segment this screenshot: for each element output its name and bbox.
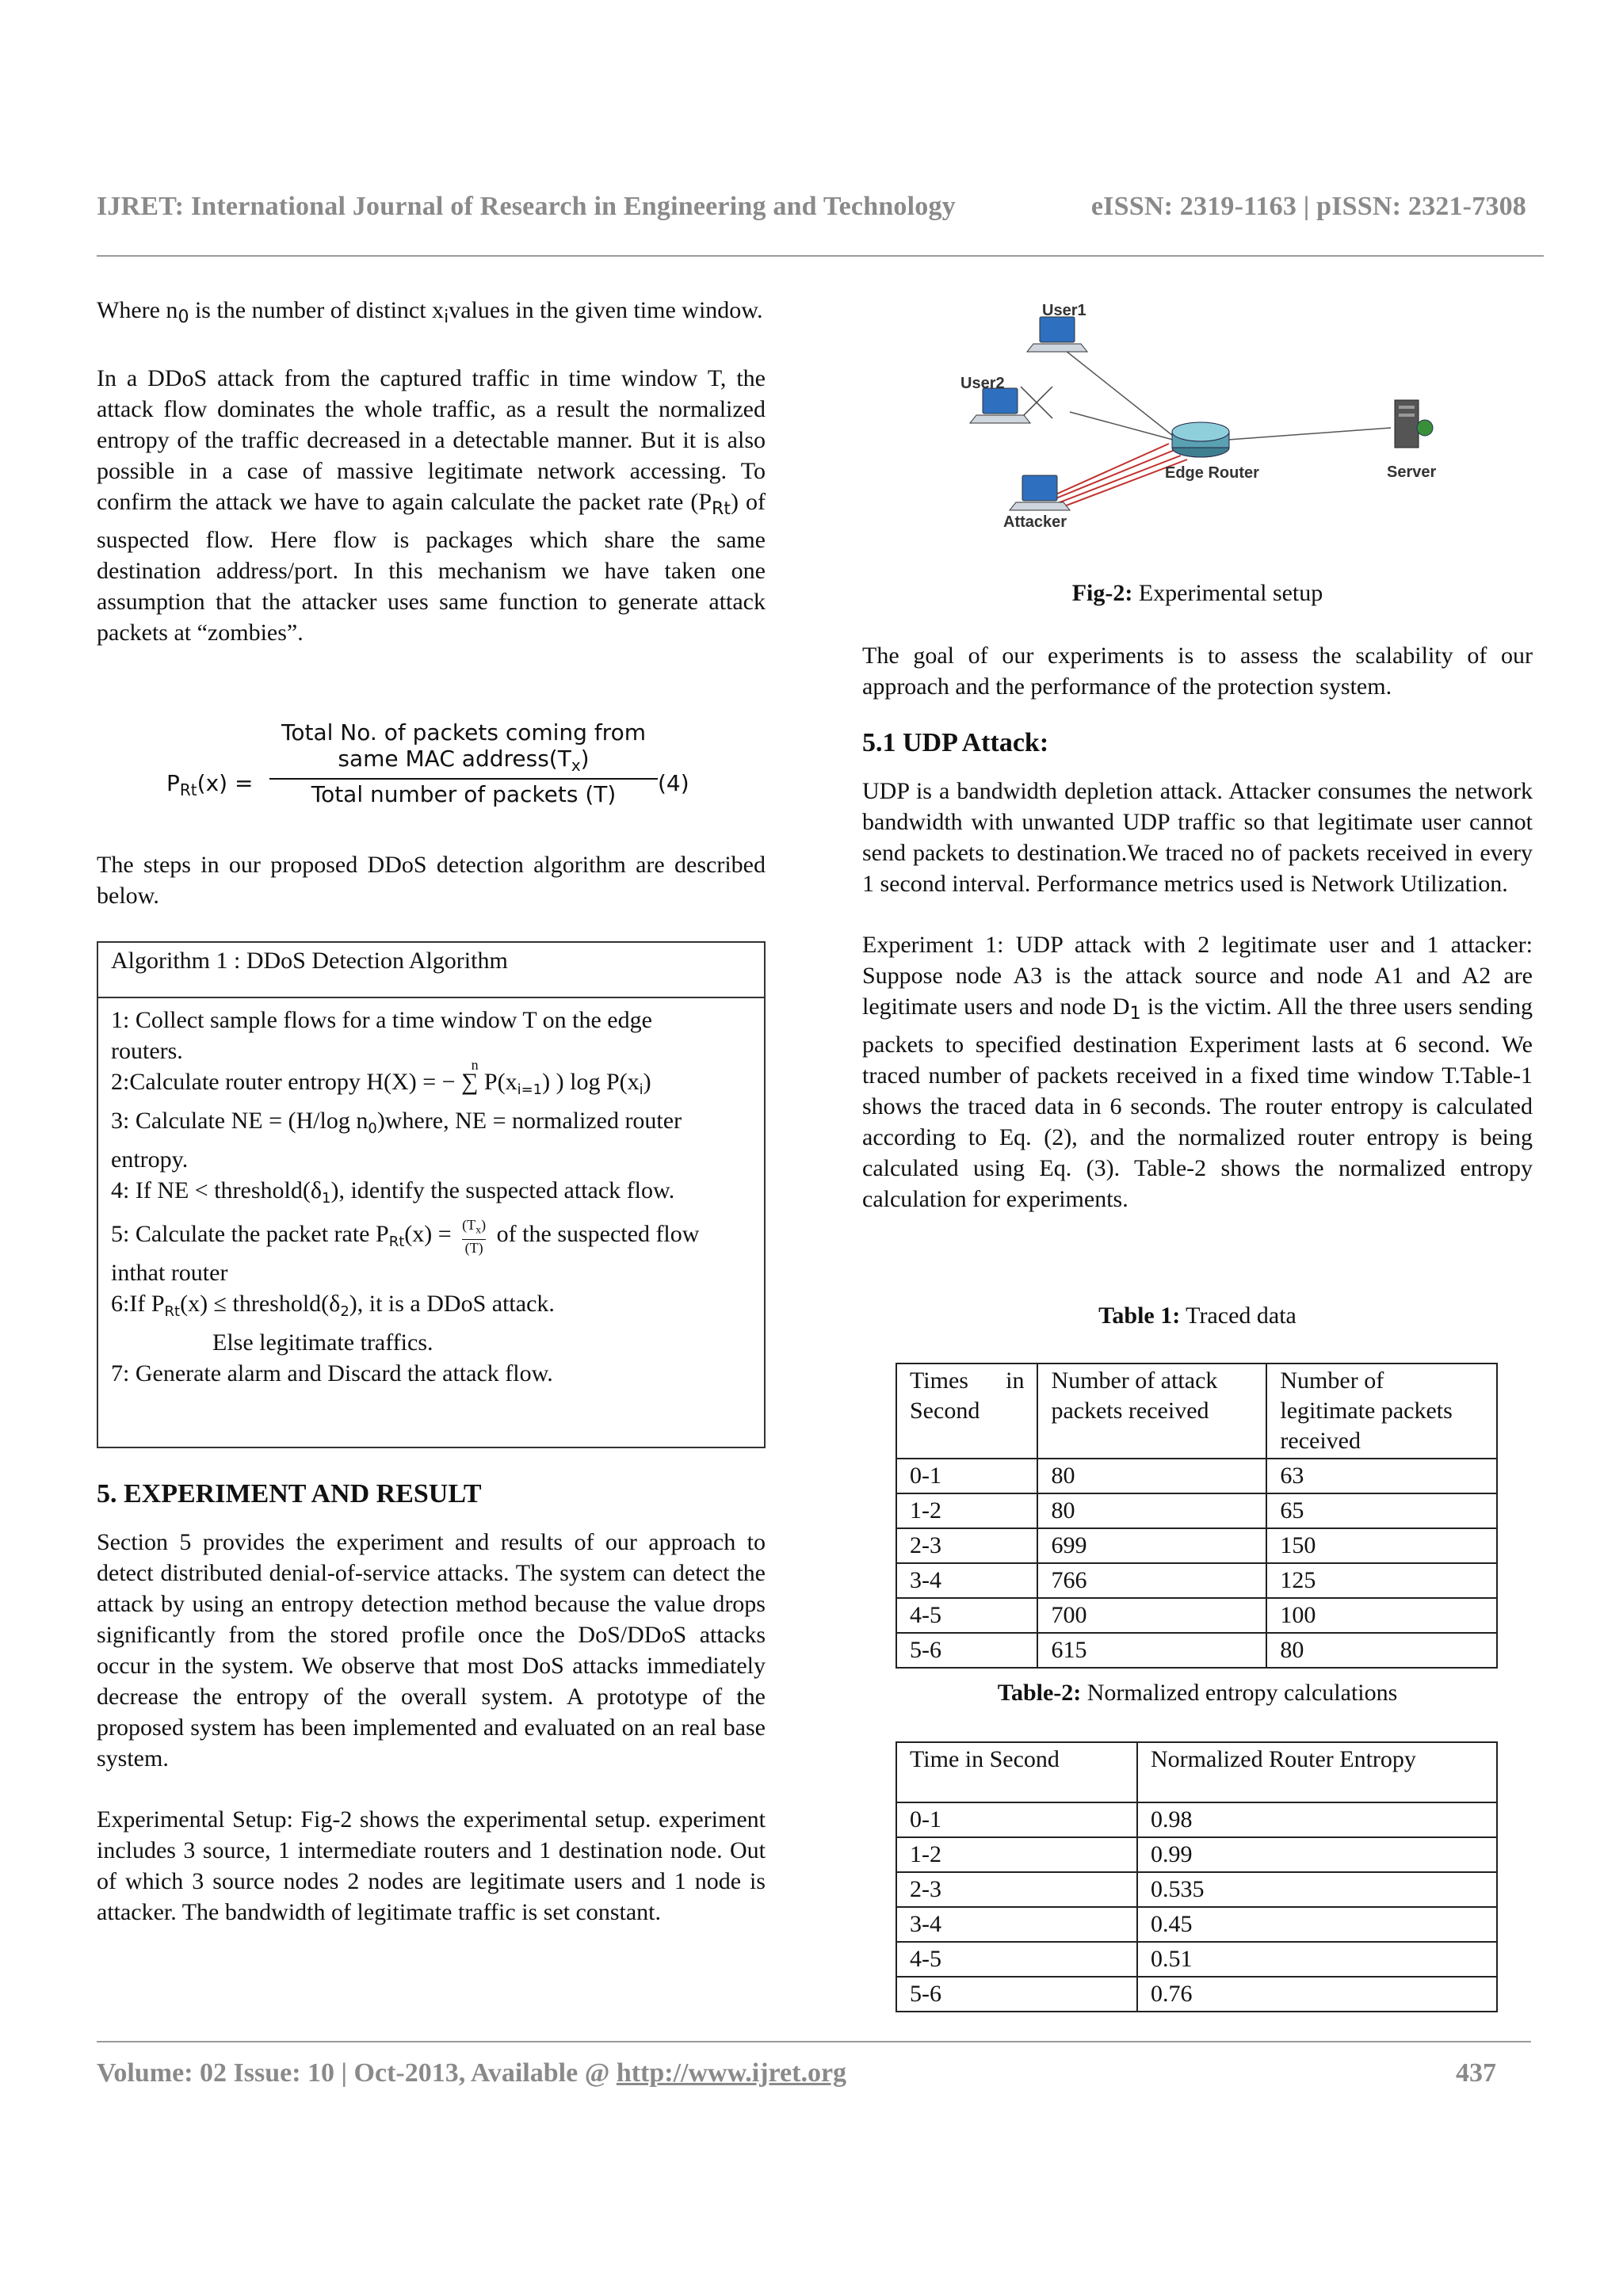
equation-4: $P_{Rt}(x)$ = Total No. of packets coming from same MAC $address(T_x)$ Total number of packets (T) (4) bbox=[166, 719, 689, 807]
table-row: 1-2 80 65 bbox=[896, 1493, 1497, 1528]
label-edge-router: Edge Router bbox=[1165, 464, 1259, 482]
label-user2: User2 bbox=[960, 375, 1005, 392]
paragraph-steps: The steps in our proposed DDoS detection algorithm are described below. bbox=[97, 852, 766, 909]
table-row: 3-4 0.45 bbox=[896, 1907, 1497, 1942]
table2-caption: Table-2: Normalized entropy calculations bbox=[997, 1680, 1398, 1706]
table-row: 3-4 766 125 bbox=[896, 1563, 1497, 1598]
table-traced-data bbox=[896, 1363, 1498, 1669]
paragraph-goal: The goal of our experiments is to assess the scalability of our approach and the performance of the protection system. bbox=[862, 643, 1533, 700]
paragraph-section5: Section 5 provides the experiment and results of our approach to detect distributed denial-of-service attacks. The system can detect the attack by using an entropy detection method because the value drops significantly from the stored profile once the DoS/DDoS attacks occur in the system. We observe that most DoS attacks immediately decrease the entropy of the overall system. A prototype of the proposed system has been implemented and evaluated on an real base system. bbox=[97, 1529, 766, 1772]
table2-header: Time in Second bbox=[896, 1742, 1137, 1802]
label-server: Server bbox=[1387, 463, 1437, 481]
running-header bbox=[97, 192, 1526, 222]
left-column bbox=[97, 295, 766, 648]
server-icon bbox=[1395, 400, 1433, 448]
paragraph-exp-setup: Experimental Setup: Fig-2 shows the experimental setup. experiment includes 3 source, 1 intermediate routers and 1 destination node. Out of which 3 source nodes 2 nodes are legitimate users and 1 node is attacker. The bandwidth of legitimate traffic is set constant. bbox=[97, 1806, 766, 1925]
section-5 bbox=[97, 1478, 766, 1928]
table-row: 5-6 615 80 bbox=[896, 1633, 1497, 1668]
paragraph-udp: UDP is a bandwidth depletion attack. Attacker consumes the network bandwidth with unwanted UDP traffic so that legitimate user cannot send packets to destination.We traced no of packets received in every 1 second interval. Performance metrics used is Network Utilization. bbox=[862, 778, 1533, 897]
link-user1 bbox=[1058, 345, 1173, 436]
table-normalized-entropy bbox=[896, 1741, 1498, 2012]
network-diagram bbox=[951, 301, 1466, 539]
right-column bbox=[862, 640, 1533, 1215]
table-row: 1-2 0.99 bbox=[896, 1837, 1497, 1872]
table1-header: Number of legitimate packets received bbox=[1266, 1363, 1497, 1459]
equation-fraction: Total No. of packets coming from same MAC $address(T_x)$ Total number of packets (T) bbox=[269, 719, 658, 807]
link-server bbox=[1228, 428, 1391, 440]
attack-link-1 bbox=[1054, 444, 1169, 495]
table1-header: Times in Second bbox=[896, 1363, 1037, 1459]
section-5-title: 5. EXPERIMENT AND RESULT bbox=[97, 1479, 482, 1508]
table-row: 4-5 700 100 bbox=[896, 1598, 1497, 1633]
section-5-1-title: 5.1 UDP Attack: bbox=[862, 728, 1049, 757]
label-user1: User1 bbox=[1042, 302, 1086, 319]
figure-caption: Fig-2: Experimental setup bbox=[1071, 580, 1323, 606]
attack-link-2 bbox=[1054, 450, 1174, 499]
header-rule bbox=[97, 255, 1544, 257]
figure-experimental-setup bbox=[951, 301, 1466, 539]
paragraph-n0: Where $n_0$ is the number of distinct $x_ivalues$ in the given time window. bbox=[97, 297, 763, 327]
attack-link-3 bbox=[1056, 456, 1181, 504]
router-icon bbox=[1172, 422, 1229, 457]
table1-caption: Table 1: Traced data bbox=[1098, 1302, 1296, 1329]
table2-header: Normalized Router Entropy bbox=[1137, 1742, 1497, 1802]
journal-url-link[interactable]: http://www.ijret.org bbox=[616, 2058, 847, 2088]
link-user2 bbox=[1070, 412, 1173, 440]
laptop-icon-user2 bbox=[970, 388, 1030, 423]
journal-title: IJRET: International Journal of Research in Engineering and Technology bbox=[97, 192, 956, 221]
table-row: 2-3 0.535 bbox=[896, 1872, 1497, 1907]
algorithm-steps: 1: Collect sample flows for a time window T on the edge routers. 2:Calculate router entropy H(X) = − ∑ P(x n $_{i=1}$) ) $\log P(x_i)$ 3: Calculate NE = (H/log $n_0)where$, NE = normalized router entropy. 4: If NE < $threshold(\delta_1)$, identify the suspected attack flow. 5: Calculate the packet rate $P_{Rt}(x)$ = $\frac{(T_x)}{(T)}$ of the suspected flow inthat router 6:If $P_{Rt}(x)$ ≤ $threshold(\delta_2)$, it is a DDoS attack. Else legitimate traffics. 7: Generate alarm and Discard the attack flow. bbox=[111, 1007, 700, 1387]
label-attacker: Attacker bbox=[1003, 513, 1067, 531]
table-row: 4-5 0.51 bbox=[896, 1942, 1497, 1977]
table-row: 2-3 699 150 bbox=[896, 1528, 1497, 1563]
table1-header: Number of attack packets received bbox=[1037, 1363, 1266, 1459]
laptop-icon-user1 bbox=[1027, 317, 1087, 352]
algorithm-title: Algorithm 1 : DDoS Detection Algorithm bbox=[98, 943, 764, 998]
running-footer: Volume: 02 Issue: 10 | Oct-2013, Available @ http://www.ijret.org 437 bbox=[97, 2058, 1496, 2088]
table-row: 0-1 80 63 bbox=[896, 1459, 1497, 1493]
page-number: 437 bbox=[1456, 2058, 1496, 2088]
table-row: 5-6 0.76 bbox=[896, 1977, 1497, 2012]
table-row: 0-1 0.98 bbox=[896, 1802, 1497, 1837]
algorithm-box bbox=[97, 941, 766, 1448]
paragraph-ddos-attack: In a DDoS attack from the captured traffic in time window T, the attack flow dominates the whole traffic, as a result the normalized entropy of the traffic decreased in a detectable manner. But it is also possible in a case of massive legitimate network accessing. To confirm the attack we have to again calculate the packet rate $(P_{Rt})$ of suspected flow. Here flow is packages which share the same destination address/port. In this mechanism we have taken one assumption that the attacker uses same function to generate attack packets at “zombies”. bbox=[97, 365, 766, 646]
footer-rule bbox=[97, 2041, 1531, 2042]
issn: eISSN: 2319-1163 | pISSN: 2321-7308 bbox=[1090, 192, 1526, 221]
paragraph-experiment1: Experiment 1: UDP attack with 2 legitimate user and 1 attacker: Suppose node A3 is the attack source and node A1 and A2 are legitimate users and node $D_1$ is the victim. All the three users sending packets to specified destination Experiment lasts at 6 second. We traced number of packets received in a fixed time window T.Table-1 shows the traced data in 6 seconds. The router entropy is calculated according to Eq. (2), and the normalized router entropy is being calculated using Eq. (3). Table-2 shows the normalized entropy calculation for experiments. bbox=[862, 932, 1533, 1212]
equation-number: (4) bbox=[658, 770, 689, 796]
